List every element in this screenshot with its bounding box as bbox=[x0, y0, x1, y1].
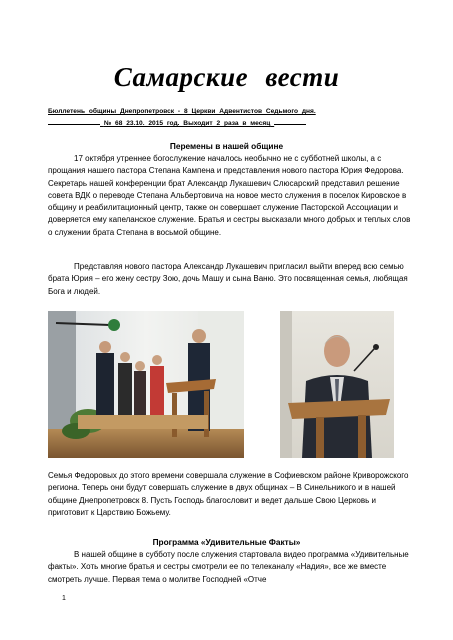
paragraph bbox=[48, 261, 416, 298]
speaker-photo bbox=[280, 311, 394, 458]
paragraph-text: 17 октября утреннее богослужение началось необычно не с субботней школы, а с прощания нашего пастора Степана Кампена и представления нового пастора Юрия Федорова. Секретарь нашей конференции брат Александр Лукашевич Слюсарский представил решение совета ВДК о переводе Степана Альбертовича на новое место служения в поселок Кировское в общину и реабилитационный центр, также он совершает служение Пасторской Ассоциации и доверяется ему капеланское служение. Братья и сестры высказали много добрых и теплых слов о служении брата Степана в восьмой общине. bbox=[48, 154, 411, 237]
paragraph-text: Представляя нового пастора Александр Лукашевич пригласил выйти вперед всю семью брата Юрия – его жену сестру Зою, дочь Машу и сына Ваню. Это посвященная семья, любящая Бога и людей. bbox=[48, 262, 408, 296]
paragraph bbox=[48, 549, 416, 586]
paragraph bbox=[48, 153, 416, 239]
underline-spacer bbox=[274, 118, 306, 125]
family-photo bbox=[48, 311, 244, 458]
page-number: 1 bbox=[62, 595, 66, 602]
masthead-title: Самарские вести bbox=[113, 62, 340, 92]
paragraph-text: В нашей общине в субботу после служения стартовала видео программа «Удивительные факты». Хоть многие братья и сестры смотрели ее по телеканалу «Надия», все же вместе смотреть лучше. Первая тема о молитве Господней «Отче bbox=[48, 550, 409, 584]
section-title: Программа «Удивительные Факты» bbox=[152, 537, 301, 547]
bulletin-issue-text: № 68 23.10. 2015 год. Выходит 2 раза в месяц bbox=[103, 120, 271, 127]
bulletin-issue-line bbox=[48, 118, 408, 127]
underline-spacer bbox=[48, 118, 100, 125]
bulletin-info-line: Бюллетень общины Днепропетровск - 8 Церкви Адвентистов Седьмого дня. bbox=[48, 108, 316, 115]
section-title: Перемены в нашей общине bbox=[169, 141, 284, 151]
paragraph: Семья Федоровых до этого времени совершала служение в Софиевском районе Криворожского региона. Теперь они будут совершать служение в двух общинах – В Синельникого и в нашей общине Днепропетровск 8. Пусть Господь благословит и ведет дальше Свою Церковь и приготовит к Царствию Божьему. bbox=[48, 471, 409, 517]
